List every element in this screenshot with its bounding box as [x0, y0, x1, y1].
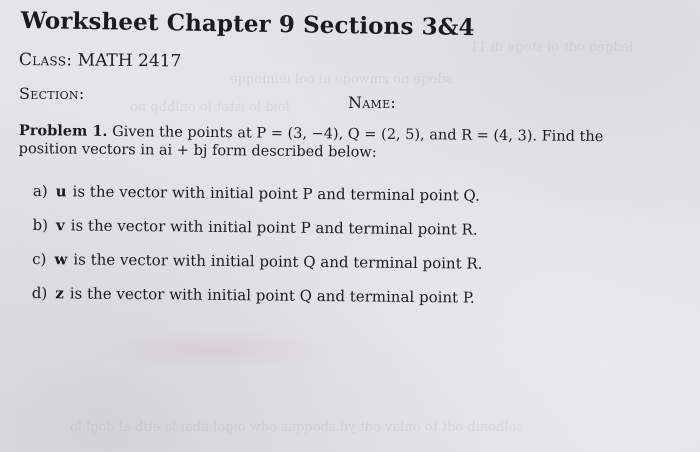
class-value: MATH 2417 — [77, 50, 182, 72]
bleed-through-text: sdoqe no zmwoge ai ool ieinioqqe — [230, 72, 453, 87]
worksheet-title: Worksheet Chapter 9 Sections 3&4 — [20, 7, 475, 42]
class-label: Class: — [18, 50, 73, 71]
part-a — [33, 180, 484, 219]
problem-statement — [19, 122, 659, 165]
part-vector: z — [55, 284, 64, 303]
paper-smudge — [90, 330, 340, 370]
problem-number: Problem 1. — [18, 122, 108, 140]
bleed-through-text: ledgeq odt oi stoge di 11 — [470, 40, 634, 55]
part-letter: b) — [32, 215, 49, 235]
part-letter: a) — [32, 181, 48, 201]
problem-text-line1: Given the points at P = (3, −4), Q = (2, 5), and R = (4, 3). Find the — [112, 123, 604, 146]
bleed-through-text: loid lo istot lo onlbbp no — [130, 100, 290, 115]
part-text: is the vector with initial point P and terminal point Q. — [72, 182, 480, 205]
part-b — [32, 214, 483, 253]
part-vector: w — [54, 250, 68, 269]
class-line — [19, 50, 182, 71]
part-text: is the vector with initial point Q and terminal point P. — [69, 284, 475, 307]
part-text: is the vector with initial point Q and terminal point R. — [73, 250, 483, 273]
name-label: Name: — [348, 93, 397, 112]
part-text: is the vector with initial point P and terminal point R. — [70, 216, 478, 239]
part-c — [32, 248, 483, 287]
bleed-through-text: solhonib odt to onlav odt yd.sboqqus odw oigol iibai lo etib al dogl lo — [70, 420, 523, 435]
part-letter: d) — [31, 283, 48, 303]
part-d — [32, 282, 483, 321]
problem-text-line2: position vectors in ai + bj form described below: — [18, 140, 377, 161]
part-letter: c) — [32, 249, 47, 269]
problem-parts — [32, 180, 484, 321]
part-vector: v — [55, 216, 65, 235]
section-label: Section: — [19, 84, 85, 103]
part-vector: u — [55, 182, 67, 201]
